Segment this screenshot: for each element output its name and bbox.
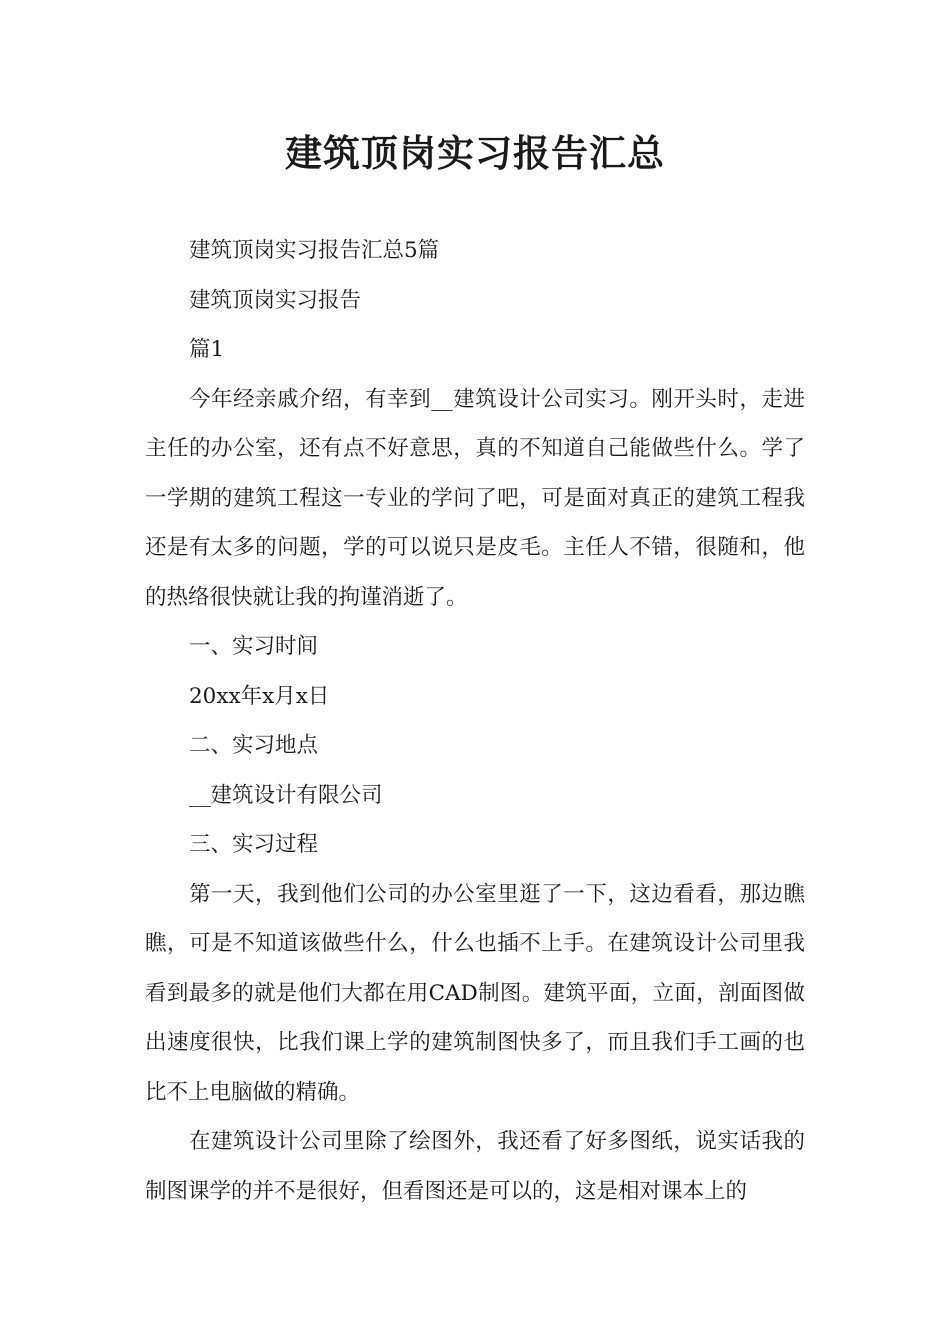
document-body: [145, 226, 805, 1216]
section-heading-time: 一、实习时间: [189, 634, 319, 659]
paragraph-intro: 今年经亲戚介绍，有幸到__建筑设计公司实习。刚开头时，走进主任的办公室，还有点不好意思，真的不知道自己能做些什么。学了一学期的建筑工程这一专业的学问了吧，可是面对真正的建筑工程我还是有太多的问题，学的可以说只是皮毛。主任人不错，很随和，他的热络很快就让我的拘谨消逝了。: [145, 386, 805, 610]
paragraph-time-value: 20xx年x月x日: [189, 683, 330, 709]
paragraph-first-day: 第一天，我到他们公司的办公室里逛了一下，这边看看，那边瞧瞧，可是不知道该做些什么，什么也插不上手。在建筑设计公司里我看到最多的就是他们大都在用CAD制图。建筑平面，立面，剖面图做出速度很快，比我们课上学的建筑制图快多了，而且我们手工画的也比不上电脑做的精确。: [145, 881, 805, 1105]
paragraph-drawings: 在建筑设计公司里除了绘图外，我还看了好多图纸，说实话我的制图课学的并不是很好，但看图还是可以的，这是相对课本上的: [145, 1129, 805, 1204]
paragraph-subtitle: 建筑顶岗实习报告汇总5篇: [189, 238, 440, 263]
paragraph-part-label: 篇1: [189, 337, 225, 362]
section-heading-process: 三、实习过程: [189, 832, 319, 857]
document-title: 建筑顶岗实习报告汇总: [285, 132, 665, 175]
paragraph-report-heading: 建筑顶岗实习报告: [189, 287, 362, 313]
paragraph-location-value: __建筑设计有限公司: [189, 782, 383, 808]
section-heading-location: 二、实习地点: [189, 733, 319, 758]
